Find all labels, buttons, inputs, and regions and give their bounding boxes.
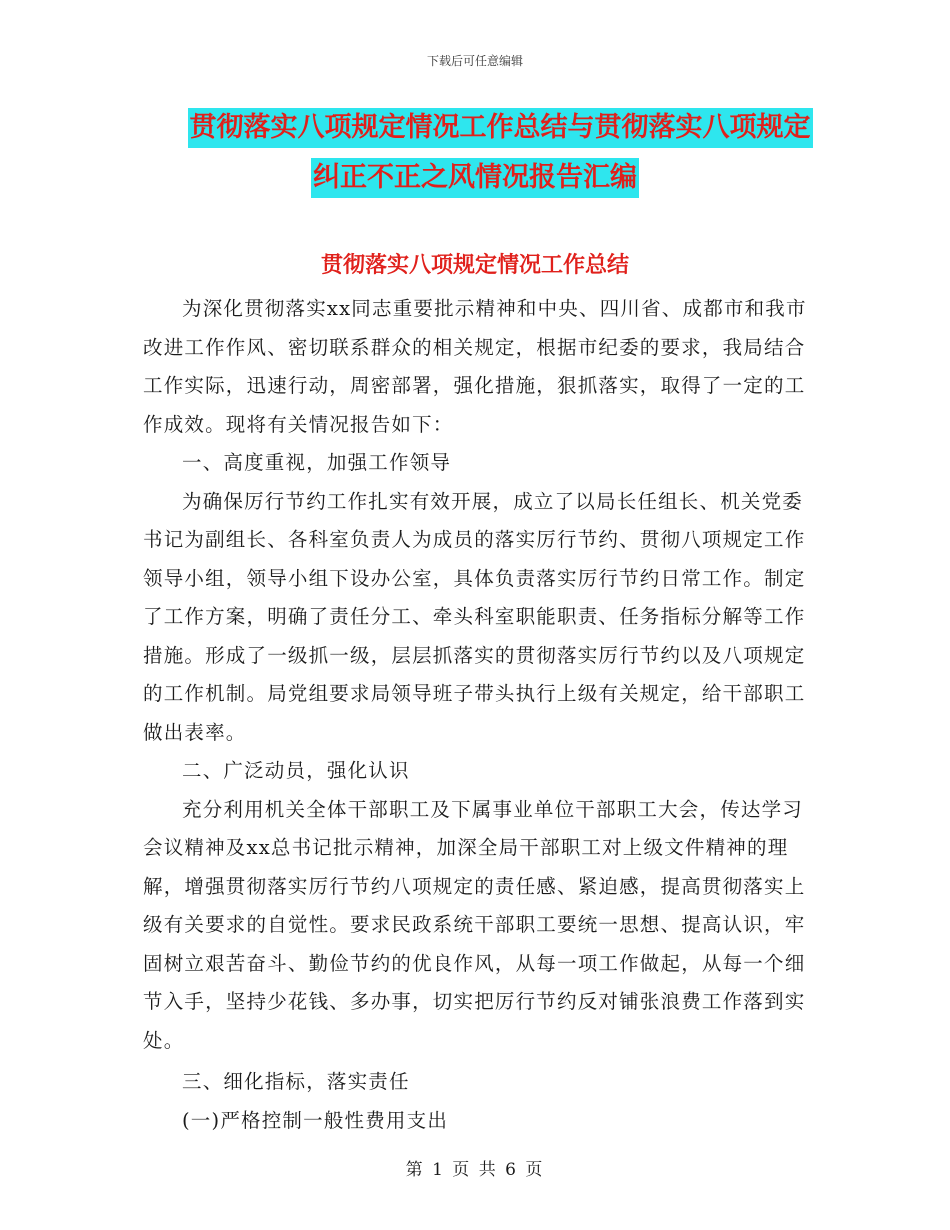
- subheading-3-1: (一)严格控制一般性费用支出: [182, 1108, 449, 1132]
- section-title: 贯彻落实八项规定情况工作总结: [320, 253, 629, 278]
- paragraph-2: 充分利用机关全体干部职工及下属事业单位干部职工大会，传达学习会议精神及xx总书记批示精神，加深全局干部职工对上级文件精神的理解，增强贯彻落实厉行节约八项规定的责任感、紧迫感，提高贯彻落实上级有关要求的自觉性。要求民政系统干部职工要统一思想、提高认识，牢固树立艰苦奋斗、勤俭节约的优良作风，从每一项工作做起，从每一个细节入手，坚持少花钱、多办事，切实把厉行节约反对铺张浪费工作落到实处。: [143, 797, 806, 1052]
- header-note: 下载后可任意编辑: [426, 54, 523, 68]
- body-text: [143, 290, 813, 1140]
- document-title-line-2: 纠正不正之风情况报告汇编: [311, 158, 639, 198]
- heading-2: 二、广泛动员，强化认识: [182, 759, 410, 782]
- paragraph-intro: 为深化贯彻落实xx同志重要批示精神和中央、四川省、成都市和我市改进工作作风、密切联系群众的相关规定，根据市纪委的要求，我局结合工作实际，迅速行动，周密部署，强化措施，狠抓落实，取得了一定的工作成效。现将有关情况报告如下：: [143, 297, 807, 436]
- paragraph-1: 为确保厉行节约工作扎实有效开展，成立了以局长任组长、机关党委书记为副组长、各科室负责人为成员的落实厉行节约、贯彻八项规定工作领导小组，领导小组下设办公室，具体负责落实厉行节约日常工作。制定了工作方案，明确了责任分工、牵头科室职能职责、任务指标分解等工作措施。形成了一级抓一级，层层抓落实的贯彻落实厉行节约以及八项规定的工作机制。局党组要求局领导班子带头执行上级有关规定，给干部职工做出表率。: [143, 489, 806, 744]
- document-title: [0, 108, 950, 208]
- heading-1: 一、高度重视，加强工作领导: [182, 451, 452, 474]
- page-footer: 第 1 页 共 6 页: [405, 1160, 545, 1180]
- document-title-line-1: 贯彻落实八项规定情况工作总结与贯彻落实八项规定: [188, 108, 813, 148]
- heading-3: 三、细化指标，落实责任: [182, 1070, 410, 1093]
